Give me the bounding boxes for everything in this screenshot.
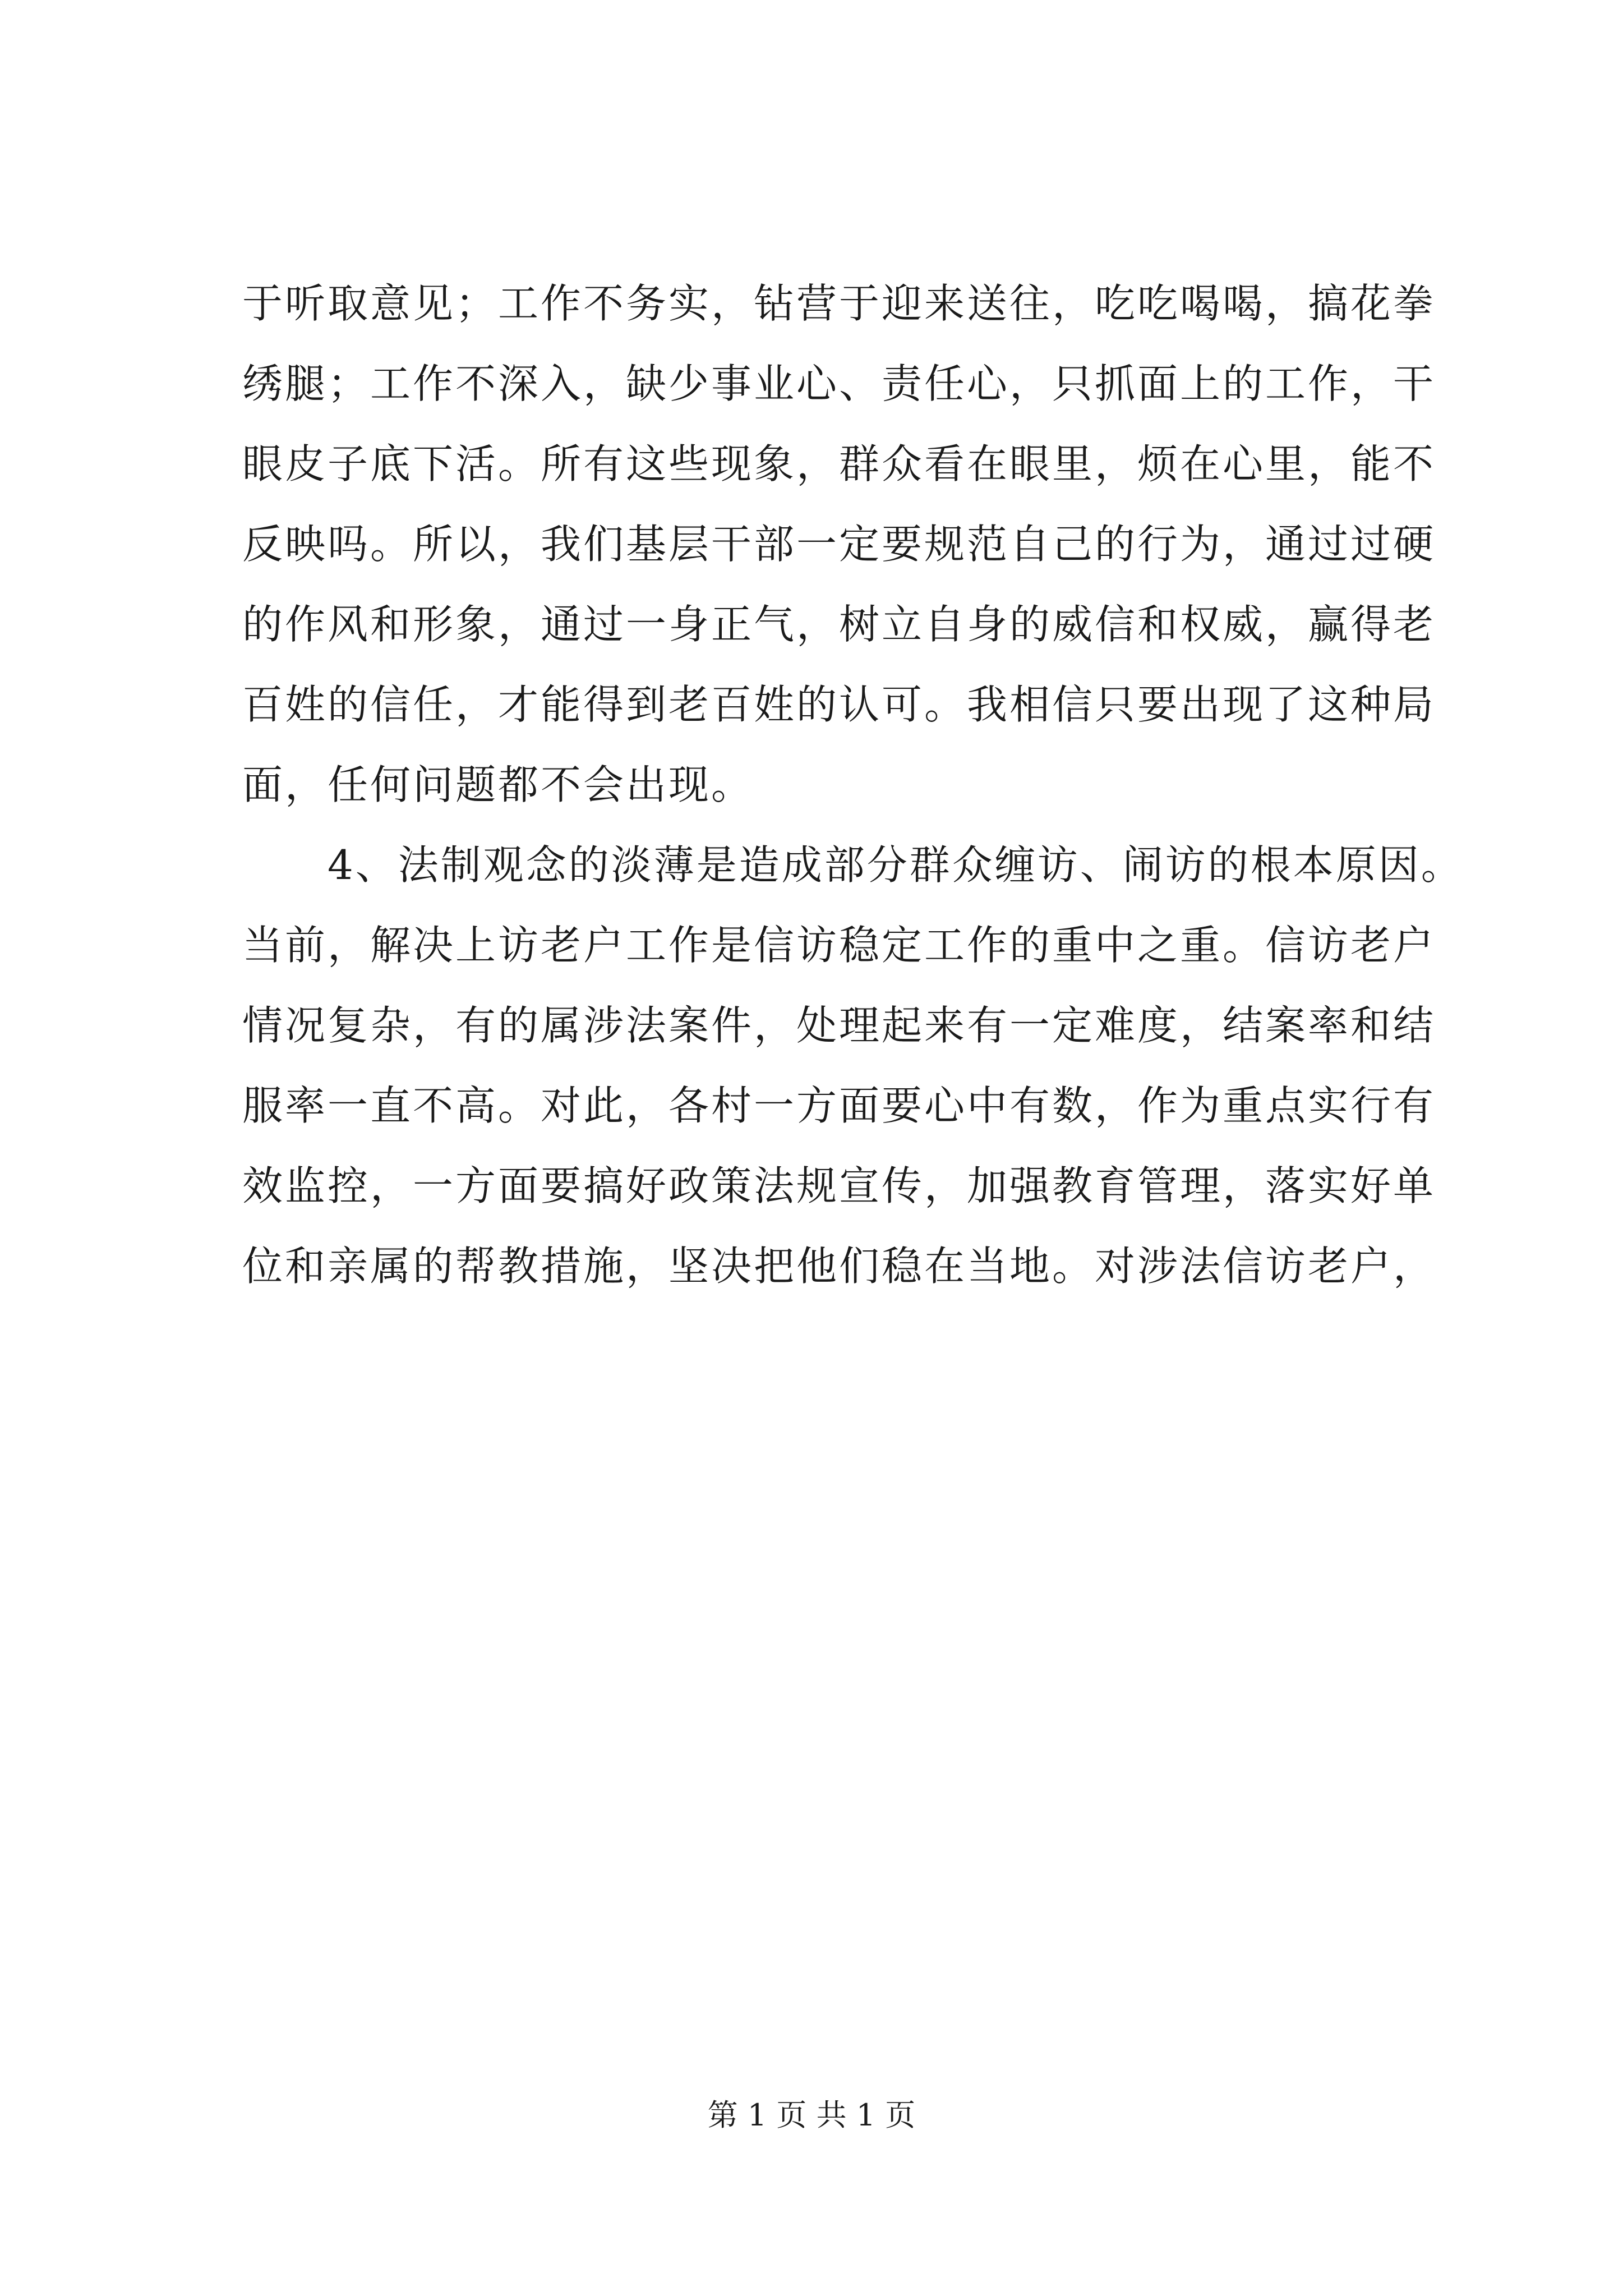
text-line: 4、法制观念的淡薄是造成部分群众缠访、闹访的根本原因。 [242, 841, 1464, 889]
body-text [242, 264, 1464, 1306]
page-footer: 第 1 页 共 1 页 [707, 2097, 916, 2133]
text-line: 的作风和形象，通过一身正气，树立自身的威信和权威，赢得老 [242, 601, 1436, 648]
text-line: 于听取意见；工作不务实，钻营于迎来送往，吃吃喝喝，搞花拳 [242, 280, 1436, 327]
text-line: 面，任何问题都不会出现。 [242, 761, 754, 808]
text-line: 情况复杂，有的属涉法案件，处理起来有一定难度，结案率和结 [242, 1002, 1436, 1049]
text-line: 当前，解决上访老户工作是信访稳定工作的重中之重。信访老户 [242, 922, 1436, 969]
text-line: 百姓的信任，才能得到老百姓的认可。我相信只要出现了这种局 [242, 681, 1436, 728]
text-line: 效监控，一方面要搞好政策法规宣传，加强教育管理，落实好单 [242, 1162, 1436, 1209]
text-line: 位和亲属的帮教措施，坚决把他们稳在当地。对涉法信访老户， [242, 1243, 1436, 1290]
text-line: 眼皮子底下活。所有这些现象，群众看在眼里，烦在心里，能不 [242, 440, 1436, 487]
text-line: 反映吗。所以，我们基层干部一定要规范自己的行为，通过过硬 [242, 521, 1436, 568]
text-line: 绣腿；工作不深入，缺少事业心、责任心，只抓面上的工作，干 [242, 360, 1436, 407]
text-line: 服率一直不高。对此，各村一方面要心中有数，作为重点实行有 [242, 1082, 1436, 1129]
